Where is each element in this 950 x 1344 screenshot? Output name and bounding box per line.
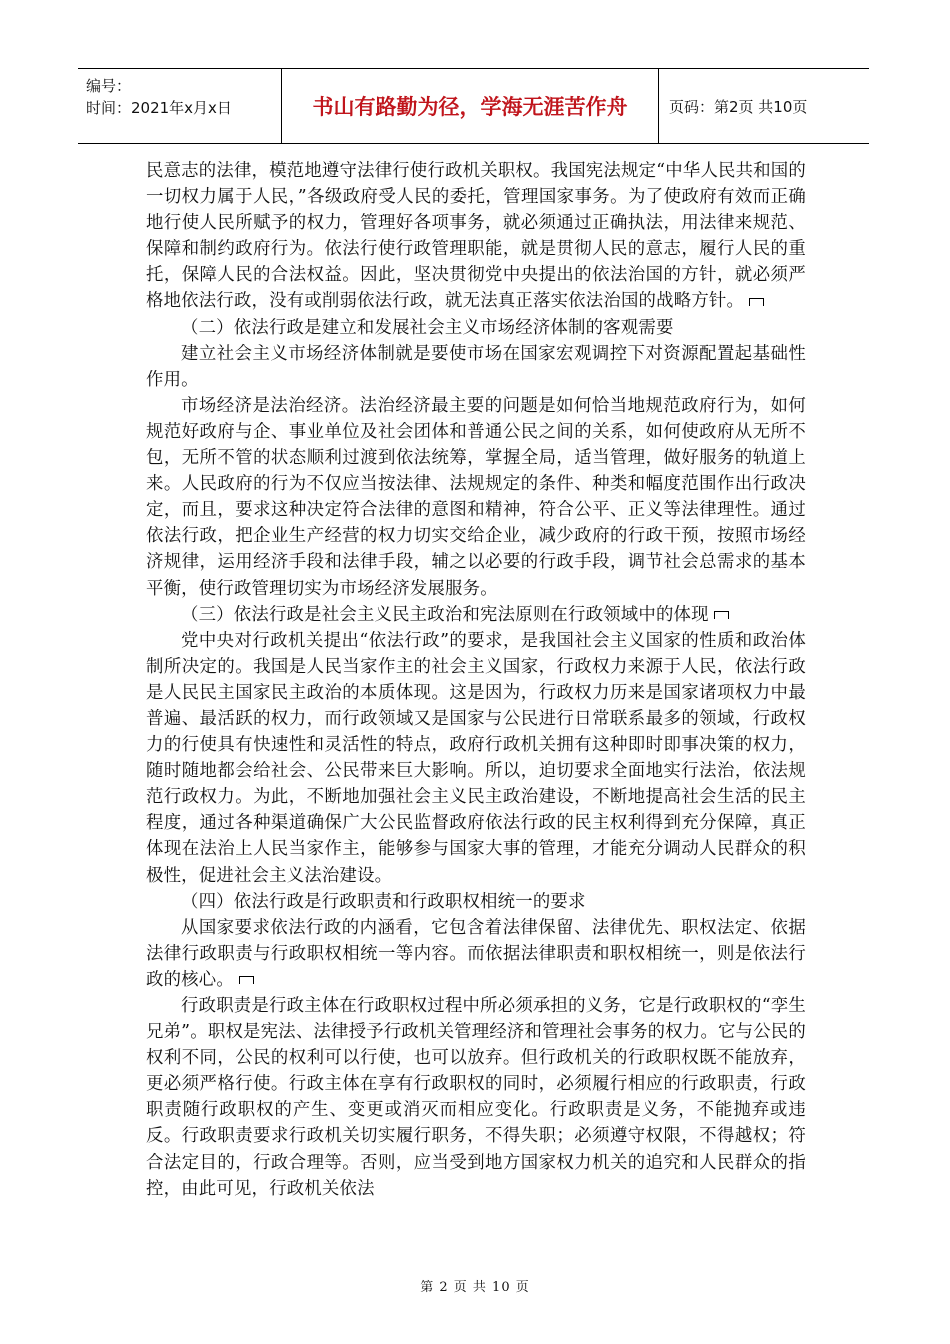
bracket-mark-icon	[714, 611, 729, 619]
paragraph-text: 行政职责是行政主体在行政职权过程中所必须承担的义务，它是行政职权的“孪生兄弟”。职权是宪法、法律授予行政机关管理经济和管理社会事务的权力。它与公民的权利不同，公民的权利可以行使，也可以放弃。但行政机关的行政职权既不能放弃，更必须严格行使。行政主体在享有行政职权的同时，必须履行相应的行政职责，行政职责随行政职权的产生、变更或消灭而相应变化。行政职责是义务，不能抛弃或违反。行政职责要求行政机关切实履行职务，不得失职；必须遵守权限，不得越权；符合法定目的，行政合理等。否则，应当受到地方国家权力机关的追究和人民群众的指控，由此可见，行政机关依法	[146, 996, 806, 1199]
paragraph	[146, 915, 806, 993]
paragraph-text: （二）依法行政是建立和发展社会主义市场经济体制的客观需要	[181, 317, 674, 338]
paragraph-text: 党中央对行政机关提出“依法行政”的要求，是我国社会主义国家的性质和政治体制所决定的。我国是人民当家作主的社会主义国家，行政权力来源于人民，依法行政是人民民主国家民主政治的本质体现。这是因为，行政权力历来是国家诸项权力中最普遍、最活跃的权力，而行政领域又是国家与公民进行日常联系最多的领域，行政权力的行使具有快速性和灵活性的特点，政府行政机关拥有这种即时即事决策的权力，随时随地都会给社会、公民带来巨大影响。所以，迫切要求全面地实行法治，依法规范行政权力。为此，不断地加强社会主义民主政治建设，不断地提高社会生活的民主程度，通过各种渠道确保广大公民监督政府依法行政的民主权利得到充分保障，真正体现在法治上人民当家作主，能够参与国家大事的管理，才能充分调动人民群众的积极性，促进社会主义法治建设。	[146, 630, 806, 886]
paragraph	[146, 341, 806, 393]
page-header	[78, 68, 869, 144]
paragraph-text: （四）依法行政是行政职责和行政职权相统一的要求	[181, 891, 586, 912]
number-label: 编号：	[86, 77, 132, 95]
paragraph-text: 建立社会主义市场经济体制就是要使市场在国家宏观调控下对资源配置起基础性作用。	[146, 343, 806, 390]
time-label: 时间：2021年x月x日	[86, 99, 232, 117]
paragraph	[146, 315, 806, 341]
bracket-mark-icon	[749, 298, 764, 306]
paragraph	[146, 628, 806, 889]
paragraph	[146, 889, 806, 915]
paragraph-text: （三）依法行政是社会主义民主政治和宪法原则在行政领域中的体现	[181, 604, 709, 625]
paragraph	[146, 602, 806, 628]
paragraph	[146, 393, 806, 602]
paragraph-text: 从国家要求依法行政的内涵看，它包含着法律保留、法律优先、职权法定、依据法律行政职责与行政职权相统一等内容。而依据法律职责和职权相统一，则是依法行政的核心。	[146, 917, 806, 990]
header-meta	[78, 69, 282, 143]
paragraph-text: 民意志的法律，模范地遵守法律行使行政机关职权。我国宪法规定“中华人民共和国的一切权力属于人民，”各级政府受人民的委托，管理国家事务。为了使政府有效而正确地行使人民所赋予的权力，管理好各项事务，就必须通过正确执法，用法律来规范、保障和制约政府行为。依法行使行政管理职能，就是贯彻人民的意志，履行人民的重托，保障人民的合法权益。因此，坚决贯彻党中央提出的依法治国的方针，就必须严格地依法行政，没有或削弱依法行政，就无法真正落实依法治国的战略方针。	[146, 161, 806, 312]
paragraph	[146, 993, 806, 1202]
header-page-info: 页码：第2页 共10页	[669, 97, 808, 116]
paragraph	[146, 158, 806, 315]
header-motto: 书山有路勤为径，学海无涯苦作舟	[282, 69, 659, 143]
bracket-mark-icon	[239, 976, 254, 984]
page-footer: 第 2 页 共 10 页	[420, 1280, 530, 1295]
document-body	[146, 158, 806, 1202]
paragraph-text: 市场经济是法治经济。法治经济最主要的问题是如何恰当地规范政府行为，如何规范好政府与企、事业单位及社会团体和普通公民之间的关系，如何使政府从无所不包，无所不管的状态顺利过渡到依法统筹，掌握全局，适当管理，做好服务的轨道上来。人民政府的行为不仅应当按法律、法规规定的条件、种类和幅度范围作出行政决定，而且，要求这种决定符合法律的意图和精神，符合公平、正义等法律理性。通过依法行政，把企业生产经营的权力切实交给企业，减少政府的行政干预，按照市场经济规律，运用经济手段和法律手段，辅之以必要的行政手段，调节社会总需求的基本平衡，使行政管理切实为市场经济发展服务。	[146, 395, 806, 599]
